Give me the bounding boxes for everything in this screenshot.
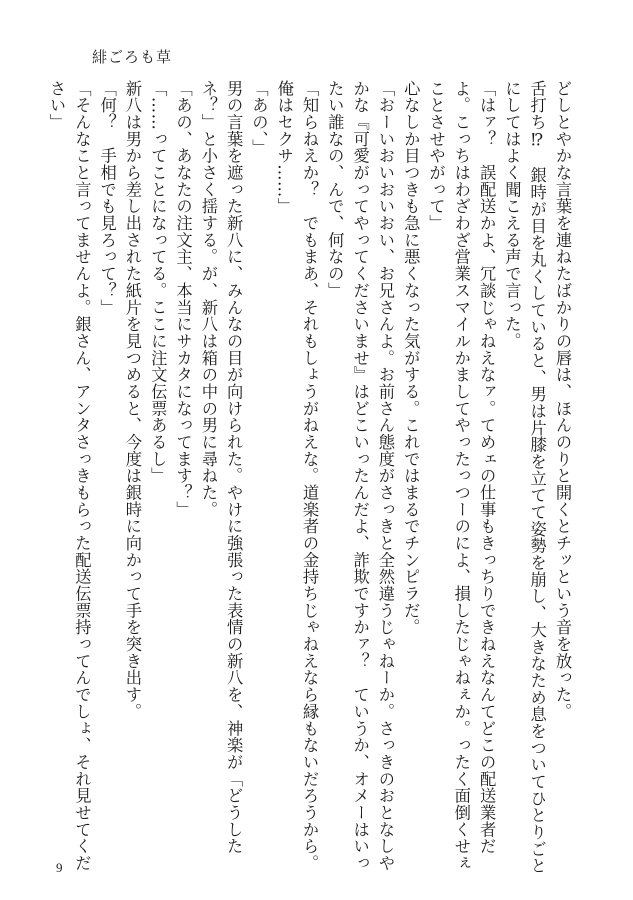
paragraph: 「そんなこと言ってませんよ。銀さん、アンタさっきもらった配送伝票持ってんでしょ、それ見せてください」 [47, 80, 92, 872]
paragraph: 「はァ？ 誤配送かよ、冗談じゃねえなァ。てめェの仕事もきっちりできねえなんてどこの配送業者だよ。こっちはわざわざ営業スマイルかましてやったっつーのによ、損したじゃねぇか。ったく面倒くせぇことさせやがって」 [426, 80, 497, 872]
paragraph: 心なしか目つきも急に悪くなった気がする。これではまるでチンピラだ。 [401, 80, 421, 636]
paragraph: 「おーいおいおいおい、お兄さんよ。お前さん態度がさっきと全然違うじゃねーか。さっきのおとなしやかな『可愛がってやってくださいませ』はどこいったんだよ、詐欺ですかァ？ ていうか、オメーはいったい誰なの、んで、何なの」 [325, 80, 395, 872]
paragraph: どしとやかな言葉を連ねたばかりの唇は、ほんのりと開くとチッという音を放った。 [553, 80, 572, 720]
body-text [44, 80, 575, 880]
paragraph: 「……ってことになってる。ここに注文伝票あるし」 [148, 80, 168, 485]
paragraph: 「あの、」 [249, 80, 269, 157]
paragraph: 舌打ち⁉ 銀時が目を丸くしていると、男は片膝を立てて姿勢を崩し、大きなため息をついてひとりごとにしてはよく聞こえる声で言った。 [502, 80, 547, 875]
paragraph: 「何？ 手相でも見ろって？」 [97, 80, 117, 316]
paragraph: 新八は男から差し出された紙片を見つめると、今度は銀時に向かって手を突き出す。 [122, 80, 142, 720]
running-title: 緋ごろも草 [92, 48, 173, 66]
page-number: 9 [56, 860, 63, 875]
paragraph: 「あの、あなたの注文主、本当にサカタになってます？」 [173, 80, 193, 518]
paragraph: 男の言葉を遮った新八に、みんなの目が向けられた。やけに強張った表情の新八を、神楽が「どうしたネ？」と小さく揺する。が、新八は箱の中の男に尋ねた。 [198, 80, 244, 855]
paragraph: 「知らねえか？ でもまあ、それもしょうがねえな。道楽者の金持ちじゃねえなら縁もないだろうから。俺はセクサ……」 [274, 80, 320, 872]
